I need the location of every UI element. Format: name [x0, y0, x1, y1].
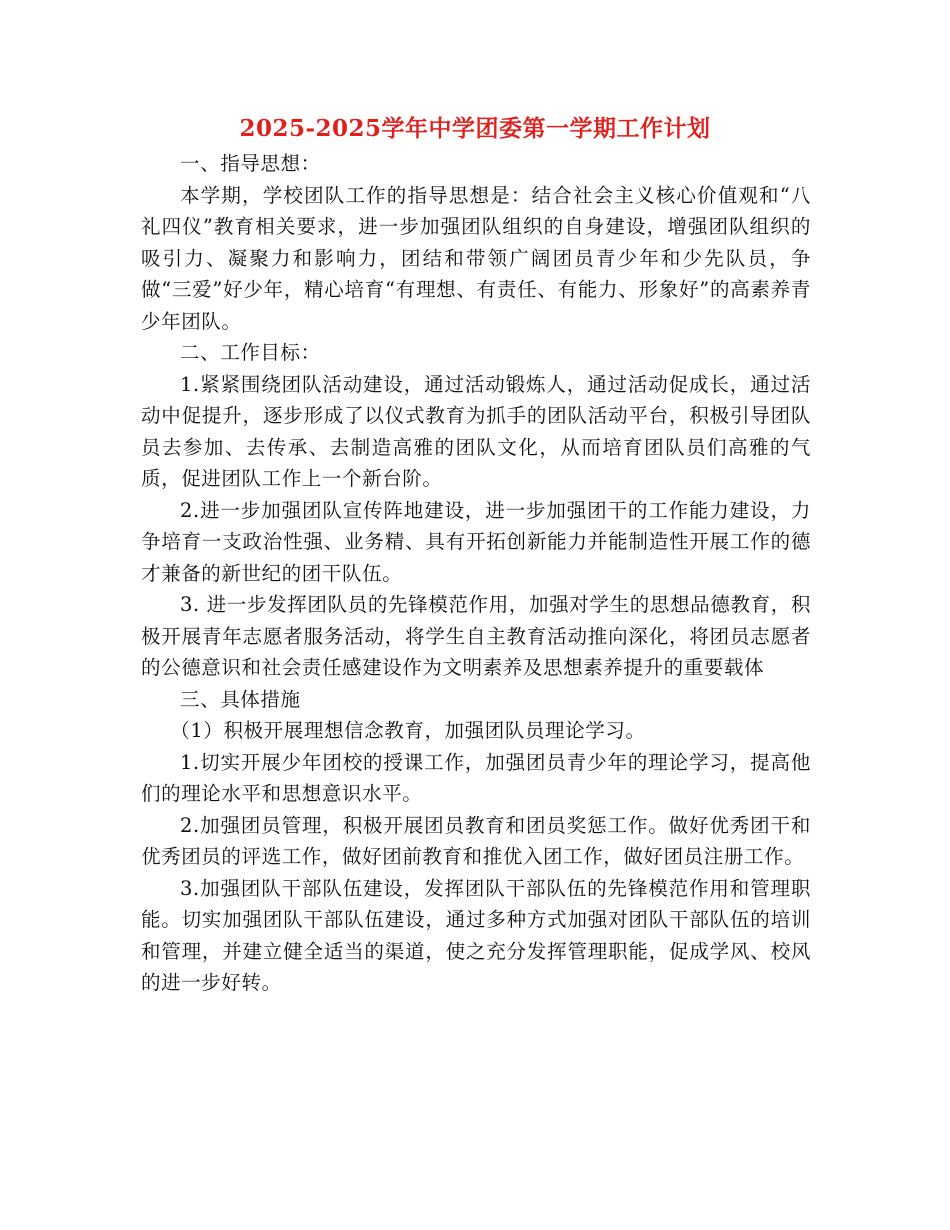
paragraph-guiding-ideology: 本学期，学校团队工作的指导思想是：结合社会主义核心价值观和“八礼四仪”教育相关要求，进一步加强团队组织的自身建设，增强团队组织的吸引力、凝聚力和影响力，团结和带领广阔团员青少年和少先队员，争做“三爱”好少年，精心培育“有理想、有责任、有能力、形象好”的高素养青少年团队。	[141, 183, 811, 333]
subsection-heading-1: （1）积极开展理想信念教育，加强团队员理论学习。	[170, 719, 646, 742]
paragraph-measure-1: 1.切实开展少年团校的授课工作，加强团员青少年的理论学习，提高他们的理论水平和思想意识水平。	[141, 750, 811, 805]
document-body	[141, 148, 811, 999]
paragraph-goal-1: 1.紧紧围绕团队活动建设，通过活动锻炼人，通过活动促成长，通过活动中促提升，逐步形成了以仪式教育为抓手的团队活动平台，积极引导团队员去参加、去传承、去制造高雅的团队文化，从而培育团队员们高雅的气质，促进团队工作上一个新台阶。	[141, 372, 811, 490]
paragraph-goal-3: 3. 进一步发挥团队员的先锋模范作用，加强对学生的思想品德教育，积极开展青年志愿者服务活动，将学生自主教育活动推向深化，将团员志愿者的公德意识和社会责任感建设作为文明素养及思想素养提升的重要载体	[141, 593, 811, 679]
section-heading-work-goals: 二、工作目标：	[180, 341, 321, 364]
paragraph-measure-2: 2.加强团员管理，积极开展团员教育和团员奖惩工作。做好优秀团干和优秀团员的评选工作，做好团前教育和推优入团工作，做好团员注册工作。	[141, 813, 811, 868]
paragraph-goal-2: 2.进一步加强团队宣传阵地建设，进一步加强团干的工作能力建设，力争培育一支政治性强、业务精、具有开拓创新能力并能制造性开展工作的德才兼备的新世纪的团干队伍。	[141, 498, 811, 585]
section-heading-guiding-ideology: 一、指导思想：	[180, 152, 321, 175]
section-heading-measures: 三、具体措施	[180, 687, 301, 711]
paragraph-measure-3: 3.加强团队干部队伍建设，发挥团队干部队伍的先锋模范作用和管理职能。切实加强团队干部队伍建设，通过多种方式加强对团队干部队伍的培训和管理，并建立健全适当的渠道，使之充分发挥管理职能，促成学风、校风的进一步好转。	[141, 876, 811, 994]
document-title: 2025-2025学年中学团委第一学期工作计划	[239, 115, 711, 142]
